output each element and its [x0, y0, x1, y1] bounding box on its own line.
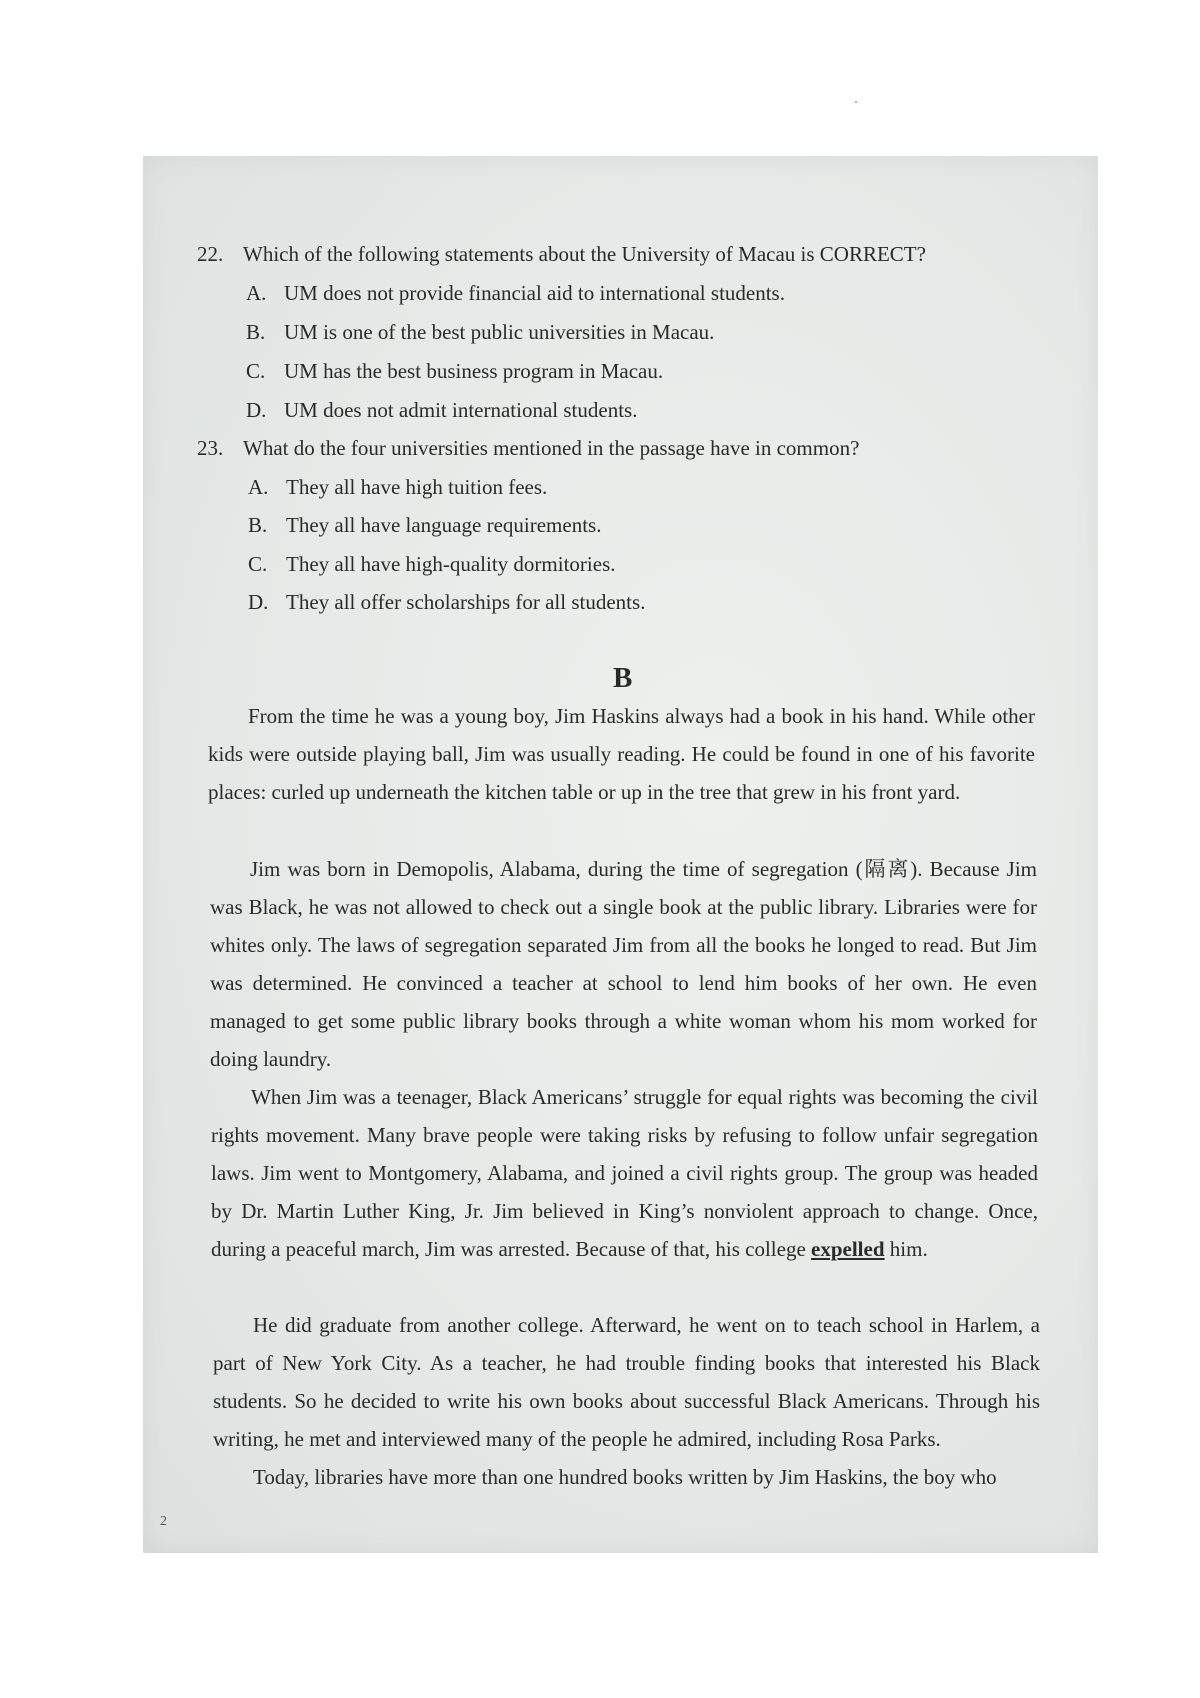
- option-text: UM has the best business program in Macau.: [284, 359, 664, 383]
- option-text: They all have language requirements.: [286, 513, 602, 537]
- option-text: UM is one of the best public universities in Macau.: [284, 320, 715, 344]
- question-text: What do the four universities mentioned in the passage have in common?: [243, 436, 860, 460]
- paragraph-3-text: When Jim was a teenager, Black Americans’ struggle for equal rights was becoming the civil rights movement. Many brave people were taking risks by refusing to follow unfair segregation laws. Jim went to Montgomery, Alabama, and joined a civil rights group. The group was headed by Dr. Martin Luther King, Jr. Jim believed in King’s nonviolent approach to change. Once, during a peaceful march, Jim was arrested. Because of that, his college: [211, 1085, 1038, 1261]
- option-23-b: [248, 511, 601, 539]
- option-letter: A.: [248, 475, 269, 499]
- option-letter: D.: [246, 398, 267, 422]
- passage-paragraph-5: Today, libraries have more than one hundred books written by Jim Haskins, the boy who: [253, 1465, 997, 1489]
- passage-paragraph-1: From the time he was a young boy, Jim Haskins always had a book in his hand. While other kids were outside playing ball, Jim was usually reading. He could be found in one of his favorite places: curled up underneath the kitchen table or up in the tree that grew in his front yard.: [208, 704, 1035, 804]
- option-letter: A.: [246, 281, 267, 305]
- option-letter: C.: [248, 552, 268, 576]
- option-22-a: [246, 279, 785, 307]
- question-23: [197, 434, 859, 462]
- option-23-a: [248, 473, 547, 501]
- exam-page: [143, 156, 1098, 1553]
- option-text: UM does not provide financial aid to international students.: [284, 281, 785, 305]
- passage-paragraph-4: He did graduate from another college. Afterward, he went on to teach school in Harlem, a part of New York City. As a teacher, he had trouble finding books that interested his Black students. So he decided to write his own books about successful Black Americans. Through his writing, he met and interviewed many of the people he admired, including Rosa Parks.: [213, 1313, 1040, 1451]
- question-number: 22.: [197, 242, 224, 266]
- option-22-d: [246, 396, 637, 424]
- paragraph-3-tail: him.: [884, 1237, 928, 1261]
- option-text: UM does not admit international students.: [284, 398, 638, 422]
- question-22: [197, 240, 926, 268]
- page-number: 2: [160, 1514, 167, 1529]
- option-23-c: [248, 550, 616, 578]
- question-number: 23.: [197, 436, 224, 460]
- option-22-b: [246, 318, 714, 346]
- underlined-word: expelled: [811, 1237, 885, 1261]
- option-letter: D.: [248, 590, 269, 614]
- passage-paragraph-3: [211, 1078, 1038, 1268]
- option-23-d: [248, 588, 645, 616]
- section-heading: B: [613, 662, 633, 694]
- scan-dot: [855, 101, 857, 103]
- option-22-c: [246, 357, 663, 385]
- option-letter: B.: [246, 320, 266, 344]
- option-letter: B.: [248, 513, 268, 537]
- option-letter: C.: [246, 359, 266, 383]
- question-text: Which of the following statements about the University of Macau is CORRECT?: [243, 242, 926, 266]
- passage-paragraph-2: Jim was born in Demopolis, Alabama, during the time of segregation (隔离). Because Jim was Black, he was not allowed to check out a single book at the public library. Libraries were for whites only. The laws of segregation separated Jim from all the books he longed to read. But Jim was determined. He convinced a teacher at school to lend him books of her own. He even managed to get some public library books through a white woman whom his mom worked for doing laundry.: [210, 857, 1037, 1071]
- option-text: They all have high-quality dormitories.: [286, 552, 616, 576]
- option-text: They all have high tuition fees.: [286, 475, 548, 499]
- option-text: They all offer scholarships for all students.: [286, 590, 646, 614]
